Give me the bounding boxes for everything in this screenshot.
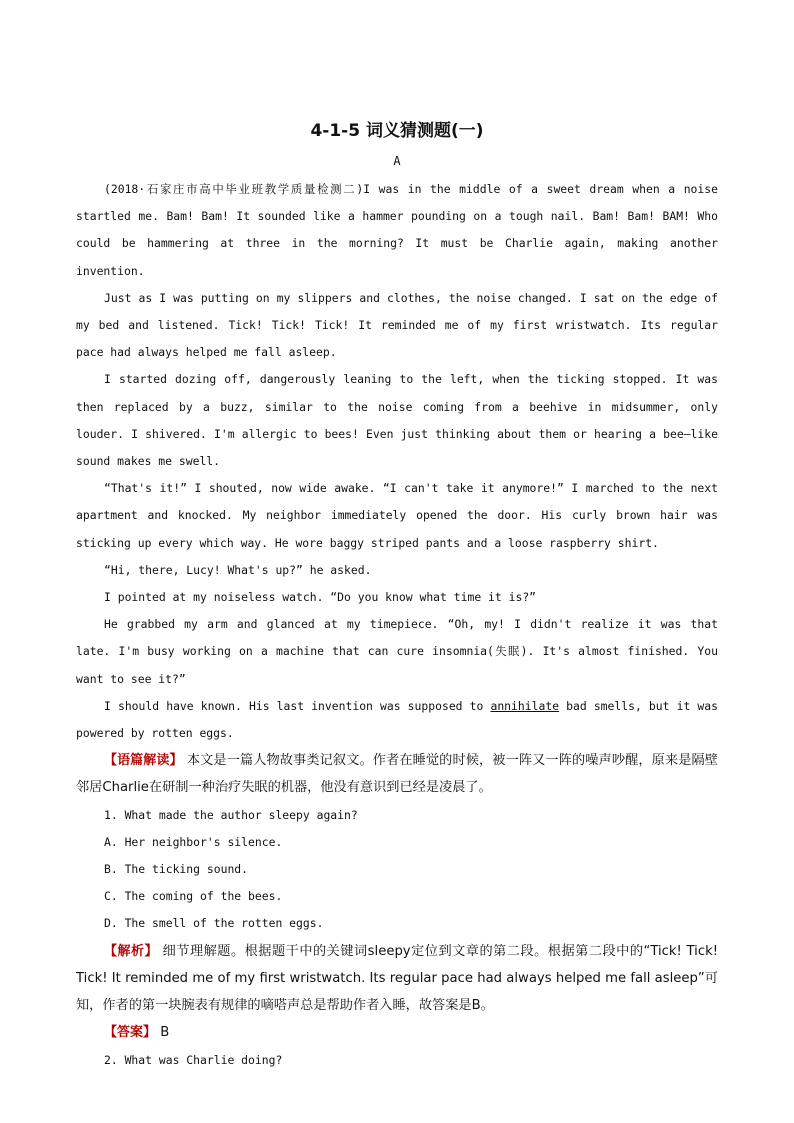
paragraph-4: “That's it!” I shouted, now wide awake. “I can't take it anymore!” I marched to the next apartment and knocked. My neighbor immediately opened the door. His curly brown hair was sticking up every which way. He wore baggy striped pants and a loose raspberry shirt. [76,481,718,550]
question-1-option-b: B. The ticking sound. [104,862,249,877]
question-1: 1. What made the author sleepy again? [104,807,358,822]
section-label: A [393,154,401,168]
answer-text: B [156,1025,170,1041]
underlined-word: annihilate [490,698,560,713]
document-body [76,176,718,1074]
analysis-tag: 【解析】 [104,943,158,959]
paragraph-8 [76,693,718,747]
question-1-option-a: A. Her neighbor's silence. [104,834,283,849]
question-1-option-c: C. The coming of the bees. [104,889,283,904]
reading-note-tag: 【语篇解读】 [104,753,183,769]
reading-note [76,747,718,801]
reading-note-text: 本文是一篇人物故事类记叙文。作者在睡觉的时候，被一阵又一阵的噪声吵醒，原来是隔壁邻居Charlie在研制一种治疗失眠的机器，他没有意识到已经是凌晨了。 [76,753,718,796]
answer-tag: 【答案】 [104,1025,157,1041]
paragraph-6: I pointed at my noiseless watch. “Do you know what time it is?” [104,590,537,605]
paragraph-8-end: bad smells, but it was powered by rotten eggs. [76,698,718,741]
paragraph-5: “Hi, there, Lucy! What's up?” he asked. [104,562,372,577]
page-title: 4-1-5 词义猜测题(一) [310,121,484,141]
answer [76,1019,718,1046]
paragraph-3: I started dozing off, dangerously leaning to the left, when the ticking stopped. It was then replaced by a buzz, similar to the noise coming from a beehive in midsummer, only louder. I shivered. I'm allergic to bees! Even just thinking about them or hearing a bee—like sound makes me swell. [76,372,718,469]
analysis [76,938,718,1020]
question-1-option-d: D. The smell of the rotten eggs. [104,916,324,931]
paragraph-7: He grabbed my arm and glanced at my timepiece. “Oh, my! I didn't realize it was that late. I'm busy working on a machine that can cure insomnia(失眠). It's almost finished. You want to see it?” [76,617,718,686]
analysis-text: 细节理解题。根据题干中的关键词sleepy定位到文章的第二段。根据第二段中的“Tick! Tick! Tick! It reminded me of my first wristwatch. Its regular pace had always helped me fall asleep”可知，作者的第一块腕表有规律的嘀嗒声总是帮助作者入睡，故答案是B。 [76,943,718,1014]
paragraph-8-start: I should have known. His last invention was supposed to [104,698,491,713]
paragraph-2: Just as I was putting on my slippers and clothes, the noise changed. I sat on the edge of my bed and listened. Tick! Tick! Tick! It reminded me of my first wristwatch. Its regular pace had always helped me fall asleep. [76,290,718,360]
question-2: 2. What was Charlie doing? [104,1052,283,1067]
paragraph-1: (2018·石家庄市高中毕业班教学质量检测二)I was in the middle of a sweet dream when a noise startled me. Bam! Bam! It sounded like a hammer pounding on a tough nail. Bam! Bam! BAM! Who could be hammering at three in the morning? It must be Charlie again, making another invention. [76,182,718,278]
